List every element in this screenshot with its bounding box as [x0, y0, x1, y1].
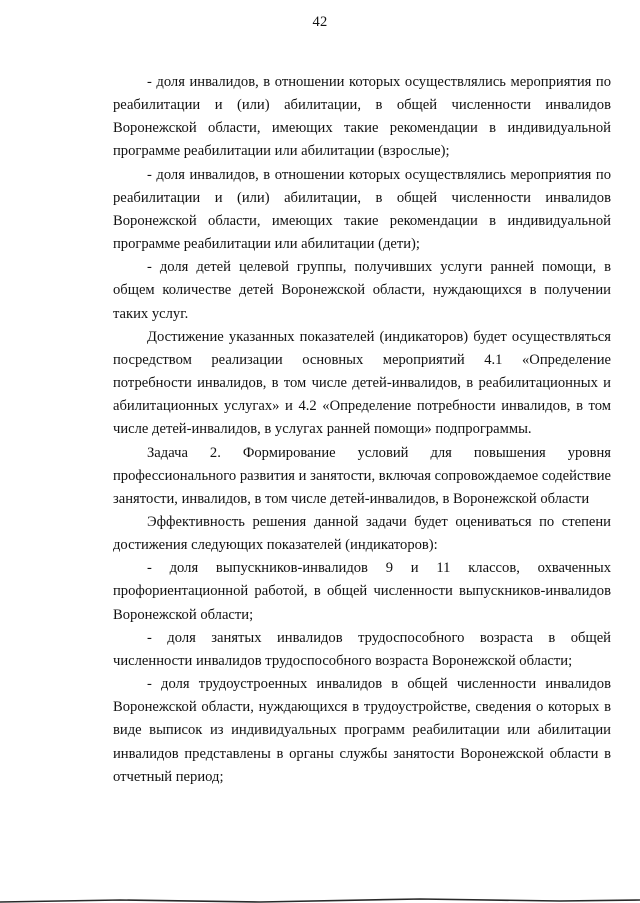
paragraph-indicator-adults: - доля инвалидов, в отношении которых осуществлялись мероприятия по реабилитации и (или) абилитации, в общей численности инвалидов Воронежской области, имеющих такие рекомендации в индивидуальной программе реабилитации или абилитации (взрослые);	[113, 74, 611, 160]
paragraph-task-2: Задача 2. Формирование условий для повышения уровня профессионального развития и занятости, включая сопровождаемое содействие занятости, инвалидов, в том числе детей-инвалидов, в Воронежской области	[113, 444, 611, 507]
paragraph-indicator-graduates: - доля выпускников-инвалидов 9 и 11 классов, охваченных профориентационной работой, в общей численности выпускников-инвалидов Воронежской области;	[113, 560, 611, 623]
paragraph-indicator-employed: - доля занятых инвалидов трудоспособного возраста в общей численности инвалидов трудоспособного возраста Воронежской области;	[113, 629, 611, 669]
paragraph-indicator-hired: - доля трудоустроенных инвалидов в общей численности инвалидов Воронежской области, нуждающихся в трудоустройстве, сведения о которых в виде выписок из индивидуальных программ реабилитации или абилитации инвалидов представлены в органы службы занятости Воронежской области в отчетный период;	[113, 676, 611, 785]
paragraph-indicator-early-help: - доля детей целевой группы, получивших услуги ранней помощи, в общем количестве детей Воронежской области, нуждающихся в получении таких услуг.	[113, 259, 611, 322]
page-number: 42	[312, 14, 328, 30]
document-body	[113, 71, 611, 789]
scan-edge-mark	[0, 897, 640, 903]
paragraph-indicator-children: - доля инвалидов, в отношении которых осуществлялись мероприятия по реабилитации и (или) абилитации, в общей численности инвалидов Воронежской области, имеющих такие рекомендации в индивидуальной программе реабилитации или абилитации (дети);	[113, 166, 611, 253]
paragraph-achievement: Достижение указанных показателей (индикаторов) будет осуществляться посредством реализации основных мероприятий 4.1 «Определение потребности инвалидов, в том числе детей-инвалидов, в реабилитационных и абилитационных услугах» и 4.2 «Определение потребности инвалидов, в том числе детей-инвалидов, в услугах ранней помощи» подпрограммы.	[113, 328, 611, 438]
paragraph-effectiveness: Эффективность решения данной задачи будет оцениваться по степени достижения следующих показателей (индикаторов):	[113, 513, 611, 554]
